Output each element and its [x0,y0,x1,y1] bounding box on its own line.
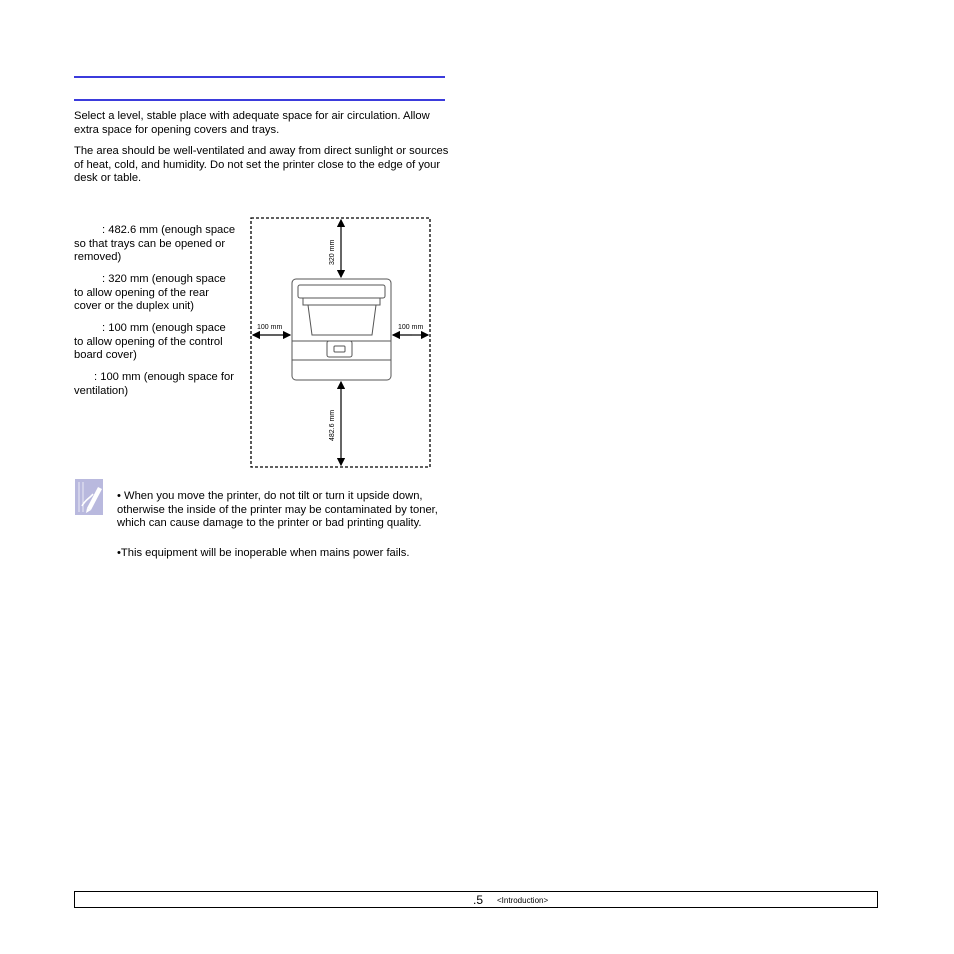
clearance-diagram [248,215,434,471]
page-footer [74,891,878,908]
printer-illustration [292,279,391,380]
right-clearance-label: 100 mm [398,324,424,331]
intro-paragraph-1: Select a level, stable place with adequate space for air circulation. Allow extra space for opening covers and trays. [74,110,430,136]
rear-clearance-label: 320 mm [329,239,336,265]
left-clearance-label: 100 mm [257,324,283,331]
clearance-left-text: : 100 mm (enough space for ventilation) [74,371,234,397]
clearance-rear-text: : 320 mm (enough space to allow opening of the rear cover or the duplex unit) [74,273,226,313]
clearance-right-text: : 100 mm (enough space to allow opening of the control board cover) [74,322,226,362]
heading-rule-top [74,76,445,78]
note-pencil-icon [73,478,105,516]
section-name: <Introduction> [497,896,549,905]
intro-paragraph-2: The area should be well-ventilated and away from direct sunlight or sources of heat, cold, and humidity. Do not set the printer close to the edge of your desk or table. [74,145,449,185]
clearance-front-text: : 482.6 mm (enough space so that trays can be opened or removed) [74,224,236,264]
page-number: .5 [473,893,484,907]
clearance-left [74,371,236,398]
note-item-2: •This equipment will be inoperable when mains power fails. [117,547,410,559]
clearance-right [74,322,236,363]
clearance-front [74,224,236,265]
clearance-rear [74,273,236,314]
note-item-1: • When you move the printer, do not tilt or turn it upside down, otherwise the inside of the printer may be contaminated by toner, which can cause damage to the printer or bad printing quality. [117,490,438,530]
heading-rule-bottom [74,99,445,101]
front-clearance-label: 482.6 mm [329,409,336,441]
